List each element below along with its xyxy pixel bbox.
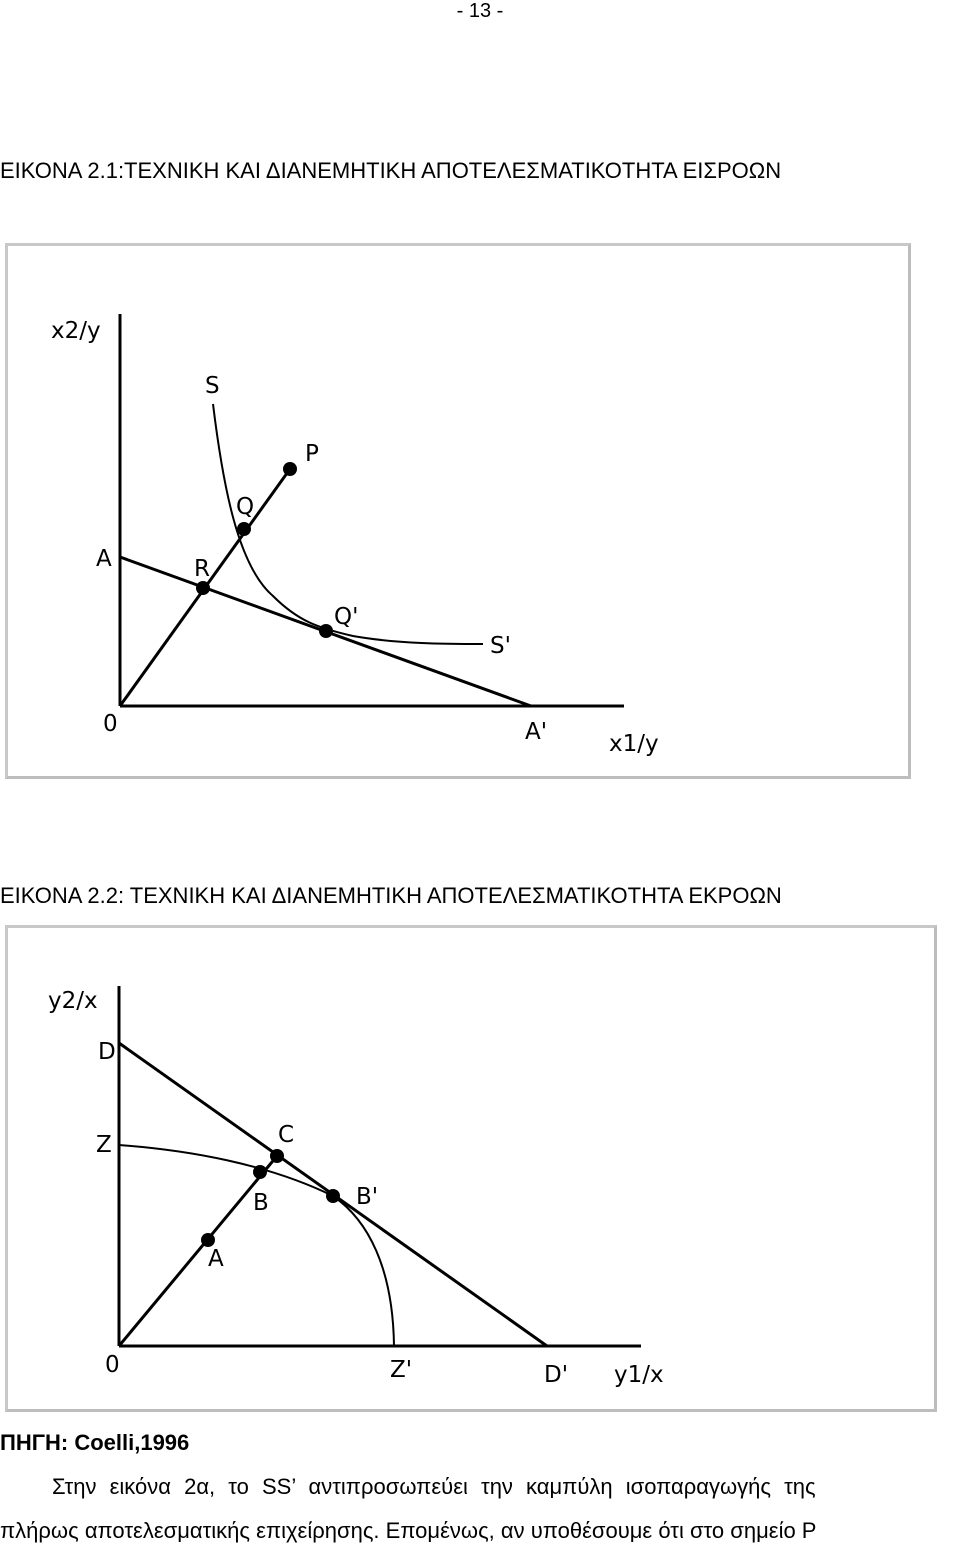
label-A-prime: A' xyxy=(525,719,548,745)
figure1-caption: ΕΙΚΟΝΑ 2.1:ΤΕΧΝΙΚΗ ΚΑΙ ΔΙΑΝΕΜΗΤΙΚΗ ΑΠΟΤΕΛΕΣΜΑΤΙΚΟΤΗΤΑ ΕΙΣΡΟΩΝ xyxy=(0,158,782,183)
y-axis-label: y2/x xyxy=(48,988,98,1014)
page-number: - 13 - xyxy=(456,0,504,22)
x-axis-label: y1/x xyxy=(614,1362,664,1388)
point-B xyxy=(253,1165,267,1179)
label-D-prime: D' xyxy=(544,1362,569,1388)
label-Q-prime: Q' xyxy=(334,604,359,630)
label-S-prime: S' xyxy=(490,633,511,659)
label-D: D xyxy=(98,1039,116,1065)
label-Q: Q xyxy=(236,494,255,520)
label-R: R xyxy=(194,556,210,582)
x-axis-label: x1/y xyxy=(609,731,659,757)
point-R xyxy=(196,581,210,595)
origin-label: 0 xyxy=(103,711,118,737)
point-B-prime xyxy=(326,1189,340,1203)
paragraph-line-1: Στην εικόνα 2α, το SS’ αντιπροσωπεύει την καμπύλη ισοπαραγωγής της xyxy=(52,1474,816,1499)
figure2-caption: ΕΙΚΟΝΑ 2.2: ΤΕΧΝΙΚΗ ΚΑΙ ΔΙΑΝΕΜΗΤΙΚΗ ΑΠΟΤΕΛΕΣΜΑΤΙΚΟΤΗΤΑ ΕΚΡΟΩΝ xyxy=(0,883,782,908)
output-efficiency-diagram xyxy=(8,928,940,1415)
y-axis-label: x2/y xyxy=(51,318,101,344)
point-A xyxy=(201,1233,215,1247)
figure1-diagram xyxy=(5,243,911,779)
figure2-diagram xyxy=(5,925,937,1412)
point-Q xyxy=(237,522,251,536)
source-citation: ΠΗΓΗ: Coelli,1996 xyxy=(0,1430,190,1455)
label-B-prime: B' xyxy=(356,1184,379,1210)
point-Q-prime xyxy=(319,624,333,638)
origin-label: 0 xyxy=(105,1352,120,1378)
label-A: A xyxy=(208,1246,224,1272)
label-C: C xyxy=(278,1122,295,1148)
paragraph-line-2: πλήρως αποτελεσματικής επιχείρησης. Επομένως, αν υποθέσουμε ότι στο σημείο P xyxy=(0,1518,817,1543)
input-efficiency-diagram xyxy=(8,246,914,782)
label-P: P xyxy=(305,441,319,467)
label-Z: Z xyxy=(96,1132,112,1158)
label-B: B xyxy=(253,1190,269,1216)
point-C xyxy=(270,1149,284,1163)
label-S: S xyxy=(205,373,220,399)
label-Z-prime: Z' xyxy=(390,1357,413,1383)
point-P xyxy=(283,462,297,476)
label-A: A xyxy=(96,546,112,572)
ray-0C xyxy=(119,1156,277,1346)
